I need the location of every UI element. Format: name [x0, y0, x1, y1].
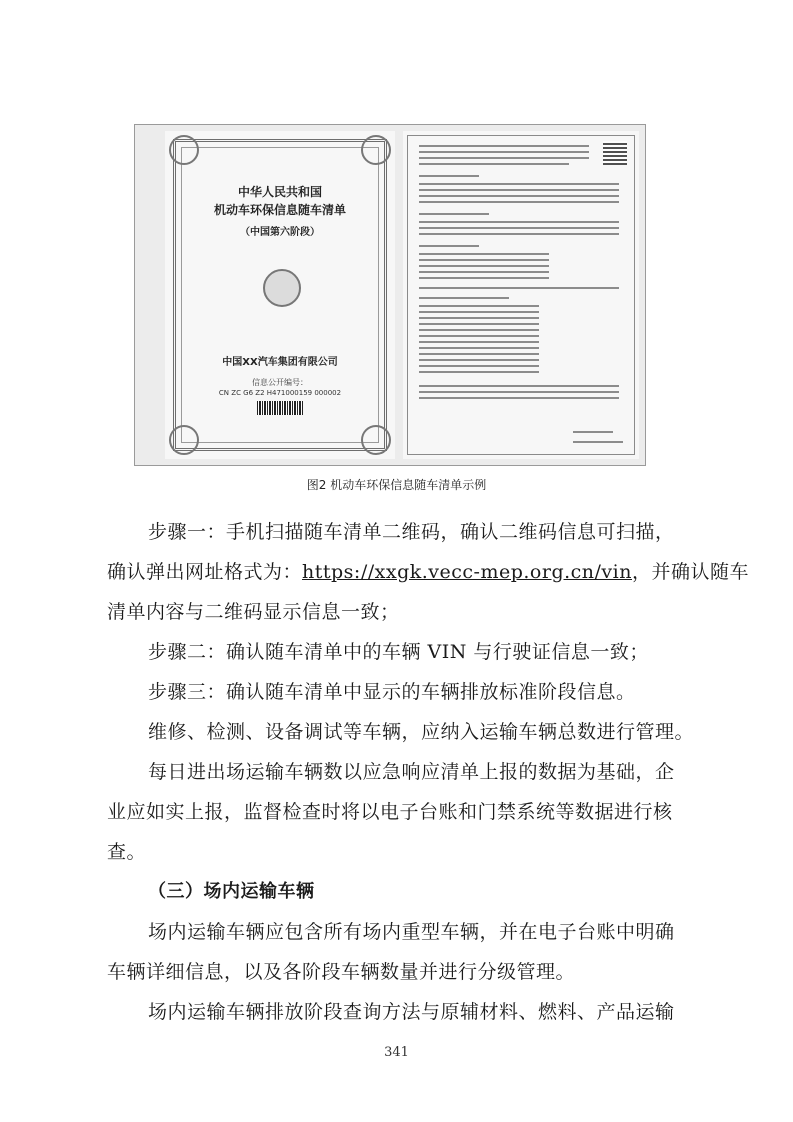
emblem-icon: [263, 269, 301, 307]
blurred-text-line: [419, 311, 539, 313]
certificate-detail-page: [403, 131, 639, 459]
certificate-figure: [134, 124, 646, 466]
step1-line2: [107, 556, 749, 588]
blurred-text-line: [419, 365, 539, 367]
blurred-text-line: [419, 323, 539, 325]
certificate-cover: [165, 131, 395, 459]
cert-title-line2: 机动车环保信息随车清单: [213, 203, 346, 217]
cert-title-line3: （中国第六阶段）: [240, 227, 320, 238]
step1-prefix: 确认弹出网址格式为：: [107, 561, 303, 583]
blurred-text-line: [419, 189, 619, 191]
paragraph-vehicles-line2: 车辆详细信息，以及各阶段车辆数量并进行分级管理。: [107, 961, 576, 983]
blurred-text-line: [419, 253, 549, 255]
blurred-text-line: [419, 221, 619, 223]
blurred-text-line: [573, 441, 623, 443]
blurred-text-line: [419, 359, 539, 361]
cert-company: 中国XX汽车集团有限公司: [222, 357, 338, 368]
corner-ornament-icon: [169, 135, 199, 165]
paragraph-daily-line2: 业应如实上报，监督检查时将以电子台账和门禁系统等数据进行核: [107, 801, 673, 823]
corner-ornament-icon: [169, 425, 199, 455]
cert-info-number: CN ZC G6 Z2 H471000159 000002: [218, 389, 342, 397]
blurred-text-line: [419, 163, 569, 165]
blurred-text-line: [419, 151, 589, 153]
vin-query-link[interactable]: https://xxgk.vecc-mep.org.cn/vin: [302, 561, 632, 583]
blurred-text-line: [419, 277, 549, 279]
blurred-text-line: [419, 271, 549, 273]
blurred-text-line: [419, 201, 619, 203]
blurred-text-line: [419, 297, 509, 299]
qr-code-icon: [603, 141, 627, 165]
blurred-text-line: [419, 391, 619, 393]
blurred-text-line: [419, 353, 539, 355]
blurred-text-line: [573, 431, 613, 433]
blurred-text-line: [419, 385, 619, 387]
blurred-text-line: [419, 335, 539, 337]
corner-ornament-icon: [361, 425, 391, 455]
corner-ornament-icon: [361, 135, 391, 165]
blurred-text-line: [419, 233, 619, 235]
blurred-text-line: [419, 227, 619, 229]
blurred-text-line: [419, 341, 539, 343]
blurred-text-line: [419, 183, 619, 185]
figure-caption: 图2 机动车环保信息随车清单示例: [306, 478, 487, 492]
step1-line1: 步骤一：手机扫描随车清单二维码，确认二维码信息可扫描，: [148, 521, 675, 543]
paragraph-vehicles-line1: 场内运输车辆应包含所有场内重型车辆，并在电子台账中明确: [148, 921, 675, 943]
cert-info-label: 信息公开编号：: [252, 378, 308, 387]
paragraph-daily-line3: 查。: [107, 841, 147, 863]
blurred-text-line: [419, 145, 589, 147]
step2: 步骤二：确认随车清单中的车辆 VIN 与行驶证信息一致；: [148, 641, 649, 663]
blurred-text-line: [419, 347, 539, 349]
blurred-text-line: [419, 259, 549, 261]
step1-suffix: ，并确认随车: [631, 561, 749, 583]
blurred-text-line: [419, 371, 539, 373]
blurred-text-line: [419, 195, 619, 197]
step3: 步骤三：确认随车清单中显示的车辆排放标准阶段信息。: [148, 681, 636, 703]
section-heading: （三）场内运输车辆: [148, 881, 315, 902]
paragraph-daily-line1: 每日进出场运输车辆数以应急响应清单上报的数据为基础，企: [148, 761, 675, 783]
blurred-text-line: [419, 213, 489, 215]
step1-line3: 清单内容与二维码显示信息一致；: [107, 601, 400, 623]
blurred-text-line: [419, 287, 619, 289]
paragraph-maintenance: 维修、检测、设备调试等车辆，应纳入运输车辆总数进行管理。: [148, 721, 695, 743]
blurred-text-line: [419, 175, 479, 177]
barcode-icon: [257, 401, 303, 415]
blurred-text-line: [419, 397, 619, 399]
paragraph-query-line1: 场内运输车辆排放阶段查询方法与原辅材料、燃料、产品运输: [148, 1001, 675, 1023]
blurred-text-line: [419, 157, 589, 159]
blurred-text-line: [419, 265, 549, 267]
cert-title-line1: 中华人民共和国: [237, 185, 322, 199]
blurred-text-line: [419, 317, 539, 319]
blurred-text-line: [419, 329, 539, 331]
blurred-text-line: [419, 305, 539, 307]
blurred-text-line: [419, 245, 479, 247]
page-number: 341: [384, 1045, 409, 1060]
